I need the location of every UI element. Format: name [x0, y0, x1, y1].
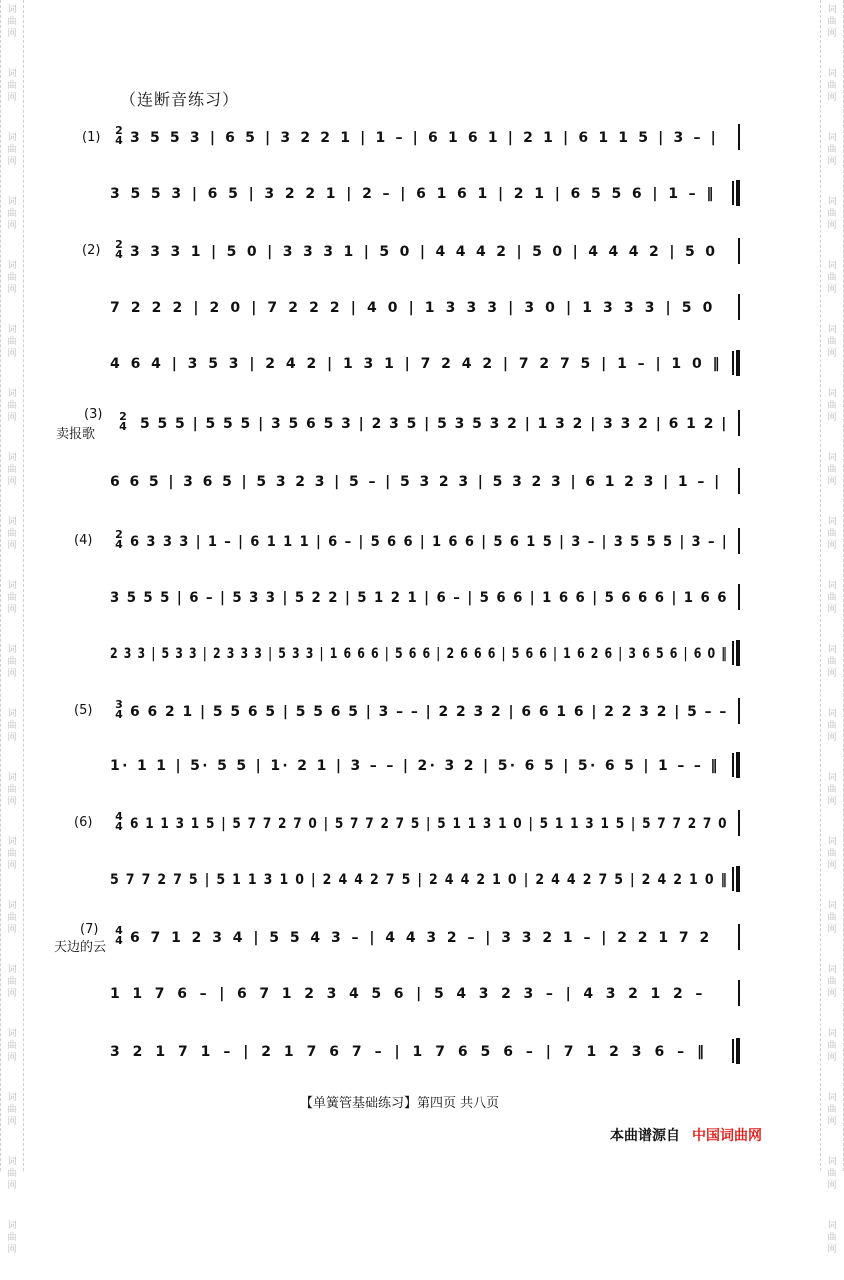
watermark-text: 词 曲 网 [827, 1157, 837, 1191]
notation-row: 3 5 5 3 | 6 5 | 3 2 2 1 | 1 – | 6 1 6 1 | 2 1 | 6 1 1 5 | 3 – | [130, 126, 740, 154]
section-label-7: (7) [80, 922, 99, 937]
right-watermark-strip [820, 0, 844, 1255]
section-label-2: (2) [82, 243, 101, 258]
watermark-text: 词 曲 网 [7, 645, 17, 679]
notation-row: 2 3 3 | 5 3 3 | 2 3 3 3 | 5 3 3 | 1 6 6 6 | 5 6 6 | 2 6 6 6 | 5 6 6 | 1 6 2 6 | 3 6 5 6 | 6 0 ‖ [110, 642, 740, 670]
watermark-text: 词 曲 网 [827, 1221, 837, 1255]
notation-row: 6 7 1 2 3 4 | 5 5 4 3 – | 4 4 3 2 – | 3 3 2 1 – | 2 2 1 7 2 [130, 926, 740, 954]
watermark-text: 词 曲 网 [827, 837, 837, 871]
watermark-text: 词 曲 网 [7, 133, 17, 167]
watermark-text: 词 曲 网 [827, 133, 837, 167]
notation-row: 3 3 3 1 | 5 0 | 3 3 3 1 | 5 0 | 4 4 4 2 | 5 0 | 4 4 4 2 | 5 0 [130, 240, 740, 268]
watermark-text: 词 曲 网 [827, 645, 837, 679]
watermark-text: 词 曲 网 [827, 965, 837, 999]
song-title-7: 天边的云 [54, 940, 107, 955]
time-signature-7: 4 4 [115, 924, 123, 947]
watermark-text: 词 曲 网 [827, 517, 837, 551]
section-label-3: (3) [84, 407, 103, 422]
notation-row: 7 2 2 2 | 2 0 | 7 2 2 2 | 4 0 | 1 3 3 3 | 3 0 | 1 3 3 3 | 5 0 [110, 296, 740, 324]
watermark-text: 词 曲 网 [7, 773, 17, 807]
watermark-text: 词 曲 网 [7, 389, 17, 423]
watermark-text: 词 曲 网 [827, 261, 837, 295]
source-label: 本曲谱源自 [610, 1128, 680, 1144]
watermark-text: 词 曲 网 [7, 5, 17, 39]
section-label-5: (5) [74, 703, 93, 718]
watermark-text: 词 曲 网 [7, 837, 17, 871]
watermark-text: 词 曲 网 [7, 325, 17, 359]
source-site-link[interactable]: 中国词曲网 [692, 1128, 762, 1144]
watermark-text: 词 曲 网 [7, 965, 17, 999]
page-footer: 【单簧管基础练习】第四页 共八页 [300, 1096, 500, 1111]
watermark-text: 词 曲 网 [7, 1029, 17, 1063]
notation-row: 3 2 1 7 1 – | 2 1 7 6 7 – | 1 7 6 5 6 – | 7 1 2 3 6 – ‖ [110, 1040, 740, 1068]
watermark-text: 词 曲 网 [827, 69, 837, 103]
watermark-text: 词 曲 网 [7, 1093, 17, 1127]
watermark-text: 词 曲 网 [7, 69, 17, 103]
time-signature-6: 4 4 [115, 810, 123, 833]
watermark-text: 词 曲 网 [827, 709, 837, 743]
notation-row: 6 3 3 3 | 1 – | 6 1 1 1 | 6 – | 5 6 6 | 1 6 6 | 5 6 1 5 | 3 – | 3 5 5 5 | 3 – | [130, 530, 740, 558]
section-label-6: (6) [74, 815, 93, 830]
watermark-text: 词 曲 网 [7, 581, 17, 615]
section-label-4: (4) [74, 533, 93, 548]
time-signature-3: 2 4 [119, 410, 127, 433]
watermark-text: 词 曲 网 [827, 389, 837, 423]
watermark-text: 词 曲 网 [7, 709, 17, 743]
left-watermark-strip [0, 0, 24, 1255]
notation-row: 6 6 2 1 | 5 5 6 5 | 5 5 6 5 | 3 – – | 2 2 3 2 | 6 6 1 6 | 2 2 3 2 | 5 – – [130, 700, 740, 728]
watermark-text: 词 曲 网 [7, 261, 17, 295]
notation-row: 3 5 5 3 | 6 5 | 3 2 2 1 | 2 – | 6 1 6 1 | 2 1 | 6 5 5 6 | 1 – ‖ [110, 182, 740, 210]
time-signature-4: 2 4 [115, 528, 123, 551]
watermark-text: 词 曲 网 [7, 901, 17, 935]
time-signature-1: 2 4 [115, 124, 123, 147]
notation-row: 3 5 5 5 | 6 – | 5 3 3 | 5 2 2 | 5 1 2 1 | 6 – | 5 6 6 | 1 6 6 | 5 6 6 6 | 1 6 6 [110, 586, 740, 614]
notation-row: 6 1 1 3 1 5 | 5 7 7 2 7 0 | 5 7 7 2 7 5 | 5 1 1 3 1 0 | 5 1 1 3 1 5 | 5 7 7 2 7 0 [130, 812, 740, 840]
watermark-text: 词 曲 网 [7, 1157, 17, 1191]
watermark-text: 词 曲 网 [827, 773, 837, 807]
time-signature-2: 2 4 [115, 238, 123, 261]
watermark-text: 词 曲 网 [827, 581, 837, 615]
watermark-text: 词 曲 网 [827, 325, 837, 359]
page-title: （连断音练习） [120, 90, 240, 109]
watermark-text: 词 曲 网 [827, 1093, 837, 1127]
watermark-text: 词 曲 网 [827, 1029, 837, 1063]
watermark-text: 词 曲 网 [7, 453, 17, 487]
notation-row: 1· 1 1 | 5· 5 5 | 1· 2 1 | 3 – – | 2· 3 2 | 5· 6 5 | 5· 6 5 | 1 – – ‖ [110, 754, 740, 782]
watermark-text: 词 曲 网 [7, 517, 17, 551]
watermark-text: 词 曲 网 [827, 197, 837, 231]
section-label-1: (1) [82, 130, 101, 145]
source-credit [610, 1125, 762, 1145]
watermark-text: 词 曲 网 [7, 1221, 17, 1255]
watermark-text: 词 曲 网 [827, 5, 837, 39]
time-signature-5: 3 4 [115, 698, 123, 721]
song-title-3: 卖报歌 [56, 427, 96, 442]
notation-row: 5 5 5 | 5 5 5 | 3 5 6 5 3 | 2 3 5 | 5 3 5 3 2 | 1 3 2 | 3 3 2 | 6 1 2 | [140, 412, 740, 440]
watermark-text: 词 曲 网 [827, 453, 837, 487]
notation-row: 4 6 4 | 3 5 3 | 2 4 2 | 1 3 1 | 7 2 4 2 | 7 2 7 5 | 1 – | 1 0 ‖ [110, 352, 740, 380]
watermark-text: 词 曲 网 [827, 901, 837, 935]
notation-row: 5 7 7 2 7 5 | 5 1 1 3 1 0 | 2 4 4 2 7 5 | 2 4 4 2 1 0 | 2 4 4 2 7 5 | 2 4 2 1 0 ‖ [110, 868, 740, 896]
notation-row: 1 1 7 6 – | 6 7 1 2 3 4 5 6 | 5 4 3 2 3 – | 4 3 2 1 2 – [110, 982, 740, 1010]
notation-row: 6 6 5 | 3 6 5 | 5 3 2 3 | 5 – | 5 3 2 3 | 5 3 2 3 | 6 1 2 3 | 1 – | [110, 470, 740, 498]
watermark-text: 词 曲 网 [7, 197, 17, 231]
